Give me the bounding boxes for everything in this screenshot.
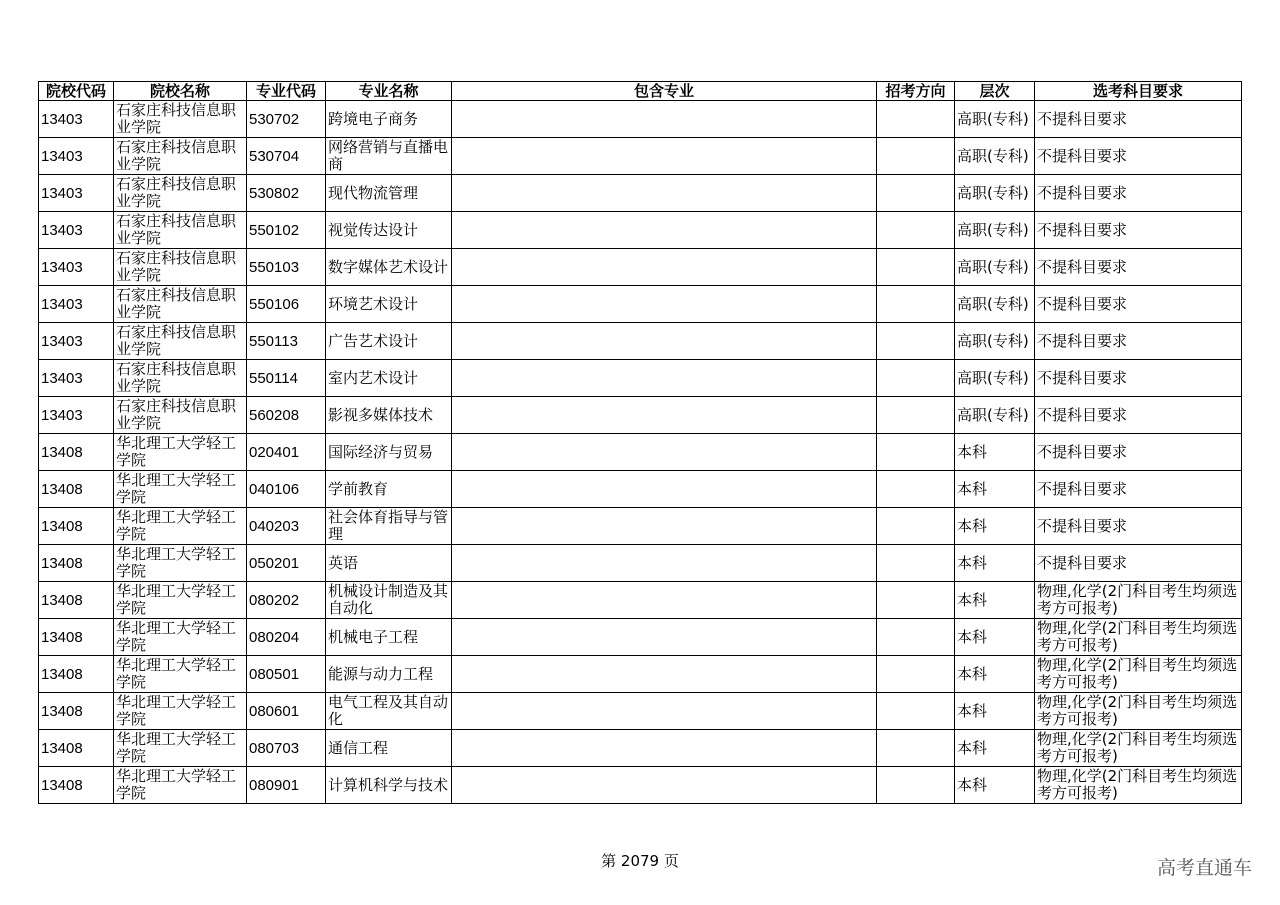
table-row bbox=[39, 767, 1242, 804]
cell-school-code: 13408 bbox=[39, 730, 114, 767]
cell-school-name: 石家庄科技信息职业学院 bbox=[114, 286, 247, 323]
cell-includes bbox=[452, 730, 877, 767]
cell-includes bbox=[452, 693, 877, 730]
cell-requirement: 不提科目要求 bbox=[1035, 434, 1242, 471]
cell-direction bbox=[877, 619, 955, 656]
cell-school-name: 华北理工大学轻工学院 bbox=[114, 434, 247, 471]
cell-school-name: 华北理工大学轻工学院 bbox=[114, 693, 247, 730]
cell-level: 本科 bbox=[955, 434, 1035, 471]
cell-school-code: 13403 bbox=[39, 138, 114, 175]
cell-requirement: 不提科目要求 bbox=[1035, 212, 1242, 249]
cell-school-name: 石家庄科技信息职业学院 bbox=[114, 138, 247, 175]
cell-includes bbox=[452, 360, 877, 397]
cell-major-name: 室内艺术设计 bbox=[326, 360, 452, 397]
cell-school-code: 13408 bbox=[39, 434, 114, 471]
cell-requirement: 不提科目要求 bbox=[1035, 471, 1242, 508]
cell-school-name: 石家庄科技信息职业学院 bbox=[114, 101, 247, 138]
table-row bbox=[39, 360, 1242, 397]
cell-school-code: 13403 bbox=[39, 360, 114, 397]
cell-level: 本科 bbox=[955, 656, 1035, 693]
cell-major-code: 080901 bbox=[247, 767, 326, 804]
cell-school-name: 华北理工大学轻工学院 bbox=[114, 656, 247, 693]
cell-school-name: 石家庄科技信息职业学院 bbox=[114, 360, 247, 397]
header-major-code: 专业代码 bbox=[247, 82, 326, 101]
cell-direction bbox=[877, 175, 955, 212]
cell-major-code: 550114 bbox=[247, 360, 326, 397]
cell-school-name: 华北理工大学轻工学院 bbox=[114, 767, 247, 804]
cell-major-code: 040203 bbox=[247, 508, 326, 545]
table-row bbox=[39, 323, 1242, 360]
cell-major-name: 影视多媒体技术 bbox=[326, 397, 452, 434]
cell-school-name: 石家庄科技信息职业学院 bbox=[114, 397, 247, 434]
cell-direction bbox=[877, 730, 955, 767]
cell-direction bbox=[877, 434, 955, 471]
cell-school-code: 13403 bbox=[39, 249, 114, 286]
table-row bbox=[39, 212, 1242, 249]
cell-level: 高职(专科) bbox=[955, 323, 1035, 360]
cell-requirement: 物理,化学(2门科目考生均须选考方可报考) bbox=[1035, 767, 1242, 804]
cell-school-name: 华北理工大学轻工学院 bbox=[114, 619, 247, 656]
cell-level: 高职(专科) bbox=[955, 360, 1035, 397]
cell-includes bbox=[452, 508, 877, 545]
cell-major-code: 050201 bbox=[247, 545, 326, 582]
cell-major-code: 530802 bbox=[247, 175, 326, 212]
header-includes: 包含专业 bbox=[452, 82, 877, 101]
cell-direction bbox=[877, 360, 955, 397]
table-row bbox=[39, 619, 1242, 656]
cell-major-name: 机械设计制造及其自动化 bbox=[326, 582, 452, 619]
cell-major-name: 英语 bbox=[326, 545, 452, 582]
cell-major-name: 跨境电子商务 bbox=[326, 101, 452, 138]
cell-major-name: 数字媒体艺术设计 bbox=[326, 249, 452, 286]
cell-includes bbox=[452, 582, 877, 619]
cell-direction bbox=[877, 101, 955, 138]
cell-requirement: 不提科目要求 bbox=[1035, 101, 1242, 138]
cell-includes bbox=[452, 175, 877, 212]
cell-major-name: 能源与动力工程 bbox=[326, 656, 452, 693]
cell-school-code: 13403 bbox=[39, 323, 114, 360]
cell-major-name: 网络营销与直播电商 bbox=[326, 138, 452, 175]
cell-requirement: 物理,化学(2门科目考生均须选考方可报考) bbox=[1035, 693, 1242, 730]
cell-level: 高职(专科) bbox=[955, 212, 1035, 249]
cell-major-code: 530702 bbox=[247, 101, 326, 138]
cell-major-code: 080501 bbox=[247, 656, 326, 693]
cell-school-code: 13403 bbox=[39, 212, 114, 249]
table-body bbox=[39, 101, 1242, 804]
cell-major-name: 社会体育指导与管理 bbox=[326, 508, 452, 545]
cell-direction bbox=[877, 212, 955, 249]
cell-direction bbox=[877, 508, 955, 545]
cell-includes bbox=[452, 249, 877, 286]
cell-level: 高职(专科) bbox=[955, 286, 1035, 323]
table-row bbox=[39, 508, 1242, 545]
watermark-text: 高考直通车 bbox=[1156, 857, 1252, 879]
table-row bbox=[39, 101, 1242, 138]
cell-includes bbox=[452, 619, 877, 656]
cell-major-code: 560208 bbox=[247, 397, 326, 434]
cell-requirement: 不提科目要求 bbox=[1035, 138, 1242, 175]
cell-includes bbox=[452, 656, 877, 693]
cell-includes bbox=[452, 767, 877, 804]
cell-level: 高职(专科) bbox=[955, 138, 1035, 175]
cell-level: 高职(专科) bbox=[955, 175, 1035, 212]
table-row bbox=[39, 582, 1242, 619]
cell-school-name: 石家庄科技信息职业学院 bbox=[114, 323, 247, 360]
page-number: 第 2079 页 bbox=[601, 852, 679, 870]
cell-major-code: 080204 bbox=[247, 619, 326, 656]
cell-direction bbox=[877, 545, 955, 582]
cell-requirement: 不提科目要求 bbox=[1035, 286, 1242, 323]
table-row bbox=[39, 693, 1242, 730]
cell-major-name: 计算机科学与技术 bbox=[326, 767, 452, 804]
header-school-name: 院校名称 bbox=[114, 82, 247, 101]
cell-major-name: 学前教育 bbox=[326, 471, 452, 508]
cell-includes bbox=[452, 138, 877, 175]
cell-school-code: 13408 bbox=[39, 767, 114, 804]
cell-requirement: 不提科目要求 bbox=[1035, 249, 1242, 286]
cell-level: 本科 bbox=[955, 693, 1035, 730]
cell-direction bbox=[877, 286, 955, 323]
cell-includes bbox=[452, 101, 877, 138]
cell-school-name: 石家庄科技信息职业学院 bbox=[114, 249, 247, 286]
table-row bbox=[39, 730, 1242, 767]
cell-school-code: 13408 bbox=[39, 619, 114, 656]
header-direction: 招考方向 bbox=[877, 82, 955, 101]
cell-major-code: 080202 bbox=[247, 582, 326, 619]
cell-major-code: 550113 bbox=[247, 323, 326, 360]
cell-direction bbox=[877, 767, 955, 804]
cell-major-name: 视觉传达设计 bbox=[326, 212, 452, 249]
table-row bbox=[39, 286, 1242, 323]
cell-includes bbox=[452, 286, 877, 323]
cell-includes bbox=[452, 212, 877, 249]
cell-direction bbox=[877, 582, 955, 619]
cell-school-code: 13403 bbox=[39, 286, 114, 323]
cell-includes bbox=[452, 434, 877, 471]
cell-direction bbox=[877, 397, 955, 434]
cell-includes bbox=[452, 471, 877, 508]
cell-major-code: 550103 bbox=[247, 249, 326, 286]
cell-school-name: 华北理工大学轻工学院 bbox=[114, 545, 247, 582]
cell-school-code: 13408 bbox=[39, 545, 114, 582]
table-row bbox=[39, 175, 1242, 212]
cell-major-code: 080703 bbox=[247, 730, 326, 767]
cell-level: 高职(专科) bbox=[955, 101, 1035, 138]
cell-major-code: 550102 bbox=[247, 212, 326, 249]
cell-school-name: 华北理工大学轻工学院 bbox=[114, 471, 247, 508]
cell-level: 本科 bbox=[955, 508, 1035, 545]
cell-school-name: 华北理工大学轻工学院 bbox=[114, 730, 247, 767]
cell-major-name: 广告艺术设计 bbox=[326, 323, 452, 360]
cell-school-code: 13403 bbox=[39, 101, 114, 138]
cell-direction bbox=[877, 656, 955, 693]
cell-school-name: 石家庄科技信息职业学院 bbox=[114, 212, 247, 249]
table-row bbox=[39, 471, 1242, 508]
cell-requirement: 物理,化学(2门科目考生均须选考方可报考) bbox=[1035, 619, 1242, 656]
cell-major-code: 040106 bbox=[247, 471, 326, 508]
cell-level: 本科 bbox=[955, 471, 1035, 508]
cell-requirement: 不提科目要求 bbox=[1035, 323, 1242, 360]
cell-major-name: 环境艺术设计 bbox=[326, 286, 452, 323]
cell-major-name: 机械电子工程 bbox=[326, 619, 452, 656]
table-row bbox=[39, 545, 1242, 582]
cell-school-code: 13408 bbox=[39, 471, 114, 508]
cell-major-code: 020401 bbox=[247, 434, 326, 471]
cell-major-name: 电气工程及其自动化 bbox=[326, 693, 452, 730]
cell-requirement: 不提科目要求 bbox=[1035, 397, 1242, 434]
cell-level: 高职(专科) bbox=[955, 397, 1035, 434]
cell-requirement: 不提科目要求 bbox=[1035, 360, 1242, 397]
cell-school-code: 13403 bbox=[39, 397, 114, 434]
cell-direction bbox=[877, 249, 955, 286]
header-requirement: 选考科目要求 bbox=[1035, 82, 1242, 101]
cell-level: 高职(专科) bbox=[955, 249, 1035, 286]
admissions-table bbox=[38, 81, 1242, 804]
cell-major-code: 550106 bbox=[247, 286, 326, 323]
cell-major-code: 530704 bbox=[247, 138, 326, 175]
cell-level: 本科 bbox=[955, 582, 1035, 619]
cell-level: 本科 bbox=[955, 767, 1035, 804]
cell-major-name: 通信工程 bbox=[326, 730, 452, 767]
cell-requirement: 不提科目要求 bbox=[1035, 175, 1242, 212]
cell-includes bbox=[452, 323, 877, 360]
table-row bbox=[39, 249, 1242, 286]
header-major-name: 专业名称 bbox=[326, 82, 452, 101]
cell-major-code: 080601 bbox=[247, 693, 326, 730]
cell-major-name: 现代物流管理 bbox=[326, 175, 452, 212]
cell-direction bbox=[877, 138, 955, 175]
cell-school-code: 13408 bbox=[39, 656, 114, 693]
cell-requirement: 不提科目要求 bbox=[1035, 545, 1242, 582]
cell-school-code: 13408 bbox=[39, 582, 114, 619]
cell-includes bbox=[452, 545, 877, 582]
cell-requirement: 不提科目要求 bbox=[1035, 508, 1242, 545]
table-row bbox=[39, 434, 1242, 471]
cell-major-name: 国际经济与贸易 bbox=[326, 434, 452, 471]
table-row bbox=[39, 138, 1242, 175]
cell-direction bbox=[877, 693, 955, 730]
cell-includes bbox=[452, 397, 877, 434]
cell-school-name: 华北理工大学轻工学院 bbox=[114, 582, 247, 619]
cell-direction bbox=[877, 471, 955, 508]
cell-level: 本科 bbox=[955, 619, 1035, 656]
cell-requirement: 物理,化学(2门科目考生均须选考方可报考) bbox=[1035, 582, 1242, 619]
cell-requirement: 物理,化学(2门科目考生均须选考方可报考) bbox=[1035, 730, 1242, 767]
table-header-row bbox=[39, 82, 1242, 101]
table-row bbox=[39, 656, 1242, 693]
header-school-code: 院校代码 bbox=[39, 82, 114, 101]
cell-school-code: 13403 bbox=[39, 175, 114, 212]
cell-level: 本科 bbox=[955, 730, 1035, 767]
cell-level: 本科 bbox=[955, 545, 1035, 582]
cell-requirement: 物理,化学(2门科目考生均须选考方可报考) bbox=[1035, 656, 1242, 693]
cell-school-name: 华北理工大学轻工学院 bbox=[114, 508, 247, 545]
table-row bbox=[39, 397, 1242, 434]
cell-school-code: 13408 bbox=[39, 508, 114, 545]
cell-school-code: 13408 bbox=[39, 693, 114, 730]
cell-school-name: 石家庄科技信息职业学院 bbox=[114, 175, 247, 212]
header-level: 层次 bbox=[955, 82, 1035, 101]
cell-direction bbox=[877, 323, 955, 360]
